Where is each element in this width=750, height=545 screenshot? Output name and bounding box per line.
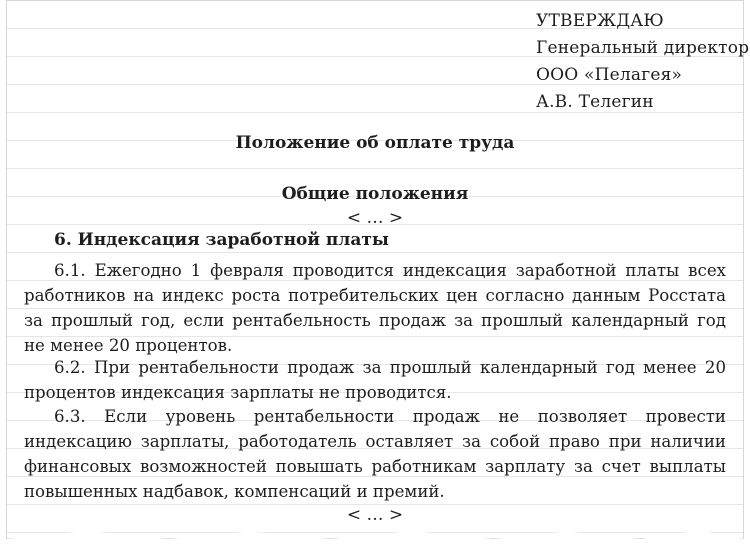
section-heading: Общие положения bbox=[281, 184, 469, 204]
paragraph-6-1: 6.1. Ежегодно 1 февраля проводится индексация заработной платы всех работников на индекс роста потребительских цен согласно данным Росстата за прошлый год, если рентабельность продаж за прошлый календарный год не менее 20 процентов. bbox=[24, 261, 726, 355]
paragraph-6-3: 6.3. Если уровень рентабельности продаж не позволяет провести индексацию зарплаты, работодатель оставляет за собой право при наличии финансовых возможностей повышать работникам зарплату за счет выплаты повышенных надбавок, компенсаций и премий. bbox=[24, 407, 726, 501]
paragraph-6-2: 6.2. При рентабельности продаж за прошлый календарный год менее 20 процентов индексация зарплаты не проводится. bbox=[24, 358, 726, 402]
approver-position: Генеральный директор bbox=[536, 38, 750, 58]
subsection-heading: 6. Индексация заработной платы bbox=[54, 230, 389, 250]
approval-block bbox=[536, 8, 749, 116]
approval-stamp: УТВЕРЖДАЮ bbox=[536, 11, 664, 31]
company-name: ООО «Пелагея» bbox=[536, 65, 683, 85]
ellipsis-bottom: < … > bbox=[346, 505, 404, 525]
approver-name: А.В. Телегин bbox=[536, 92, 654, 112]
document-title: Положение об оплате труда bbox=[235, 133, 515, 153]
ellipsis-top: < … > bbox=[346, 208, 404, 228]
